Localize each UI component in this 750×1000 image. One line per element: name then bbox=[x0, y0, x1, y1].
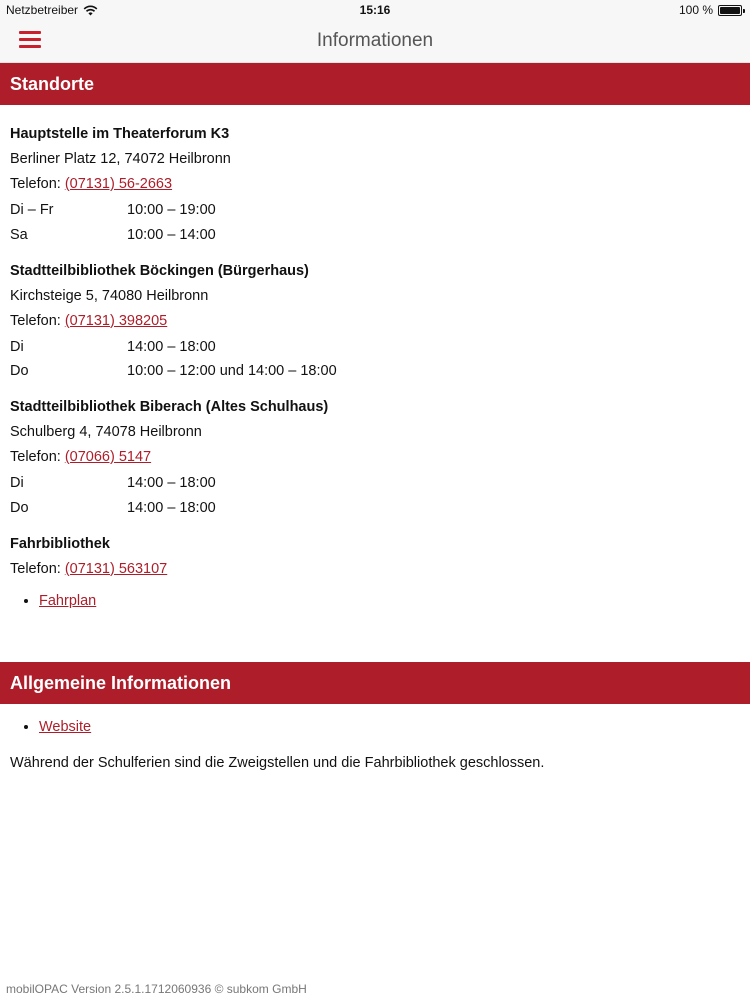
hours-time: 14:00 – 18:00 bbox=[127, 499, 216, 516]
link-list bbox=[10, 590, 740, 612]
hours-row bbox=[10, 199, 740, 221]
location-address: Kirchsteige 5, 74080 Heilbronn bbox=[10, 287, 209, 304]
holiday-note: Während der Schulferien sind die Zweigstellen und die Fahrbibliothek geschlossen. bbox=[10, 755, 545, 771]
page-title: Informationen bbox=[316, 30, 434, 51]
hours-time: 10:00 – 14:00 bbox=[127, 226, 216, 243]
location-name: Hauptstelle im Theaterforum K3 bbox=[10, 126, 230, 142]
phone-link[interactable]: (07131) 398205 bbox=[64, 312, 168, 329]
list-item bbox=[39, 716, 740, 738]
wifi-icon bbox=[83, 5, 98, 16]
standorte-content bbox=[10, 123, 740, 626]
hours-time: 14:00 – 18:00 bbox=[127, 475, 216, 491]
location-address: Berliner Platz 12, 74072 Heilbronn bbox=[10, 151, 231, 167]
hours-row bbox=[10, 497, 740, 519]
hours-row bbox=[10, 224, 740, 246]
location-boeckingen bbox=[10, 260, 740, 383]
hamburger-menu-icon[interactable] bbox=[19, 31, 41, 49]
section-header-standorte: Standorte bbox=[0, 63, 750, 105]
location-fahrbibliothek bbox=[10, 533, 740, 612]
hours-time: 10:00 – 19:00 bbox=[127, 202, 216, 218]
navigation-bar bbox=[0, 20, 750, 63]
hours-day: Di – Fr bbox=[10, 202, 54, 218]
hours-time: 10:00 – 12:00 und 14:00 – 18:00 bbox=[127, 363, 337, 379]
hours-row bbox=[10, 336, 740, 358]
location-phone-row bbox=[10, 173, 740, 195]
phone-link[interactable]: (07131) 56-2663 bbox=[64, 176, 173, 192]
website-link[interactable]: Website bbox=[39, 719, 92, 735]
location-name: Stadtteilbibliothek Biberach (Altes Schulhaus) bbox=[10, 399, 329, 415]
hours-day: Di bbox=[10, 338, 24, 355]
hours-row bbox=[10, 360, 740, 382]
list-item bbox=[39, 590, 740, 612]
hours-day: Di bbox=[10, 475, 24, 491]
section-header-allgemeine-informationen: Allgemeine Informationen bbox=[0, 662, 750, 704]
opening-hours bbox=[10, 472, 740, 519]
phone-link[interactable]: (07066) 5147 bbox=[64, 449, 152, 465]
location-hauptstelle bbox=[10, 123, 740, 246]
carrier-name: Netzbetreiber bbox=[6, 3, 79, 17]
phone-link[interactable]: (07131) 563107 bbox=[64, 560, 168, 577]
location-phone-row bbox=[10, 310, 740, 332]
opening-hours bbox=[10, 199, 740, 246]
allgemein-content bbox=[10, 708, 740, 777]
hours-time: 14:00 – 18:00 bbox=[127, 338, 216, 355]
location-name: Fahrbibliothek bbox=[10, 535, 110, 552]
status-left bbox=[6, 3, 98, 17]
battery-icon bbox=[718, 5, 742, 16]
phone-label: Telefon: bbox=[10, 312, 65, 329]
location-biberach bbox=[10, 396, 740, 519]
status-bar bbox=[0, 0, 750, 20]
hours-row bbox=[10, 472, 740, 494]
location-name: Stadtteilbibliothek Böckingen (Bürgerhaus) bbox=[10, 262, 309, 279]
version-footer: mobilOPAC Version 2.5.1.1712060936 © subkom GmbH bbox=[6, 982, 307, 996]
status-right bbox=[679, 3, 742, 17]
phone-label: Telefon: bbox=[10, 176, 65, 192]
location-phone-row bbox=[10, 558, 740, 580]
hours-day: Do bbox=[10, 499, 29, 516]
hours-day: Sa bbox=[10, 226, 28, 243]
status-time: 15:16 bbox=[359, 3, 391, 17]
hours-day: Do bbox=[10, 363, 29, 379]
opening-hours bbox=[10, 336, 740, 383]
phone-label: Telefon: bbox=[10, 560, 65, 577]
battery-percent: 100 % bbox=[678, 3, 713, 17]
location-address: Schulberg 4, 74078 Heilbronn bbox=[10, 424, 202, 440]
phone-label: Telefon: bbox=[10, 449, 65, 465]
location-phone-row bbox=[10, 446, 740, 468]
link-list bbox=[10, 716, 740, 738]
fahrplan-link[interactable]: Fahrplan bbox=[39, 592, 97, 609]
